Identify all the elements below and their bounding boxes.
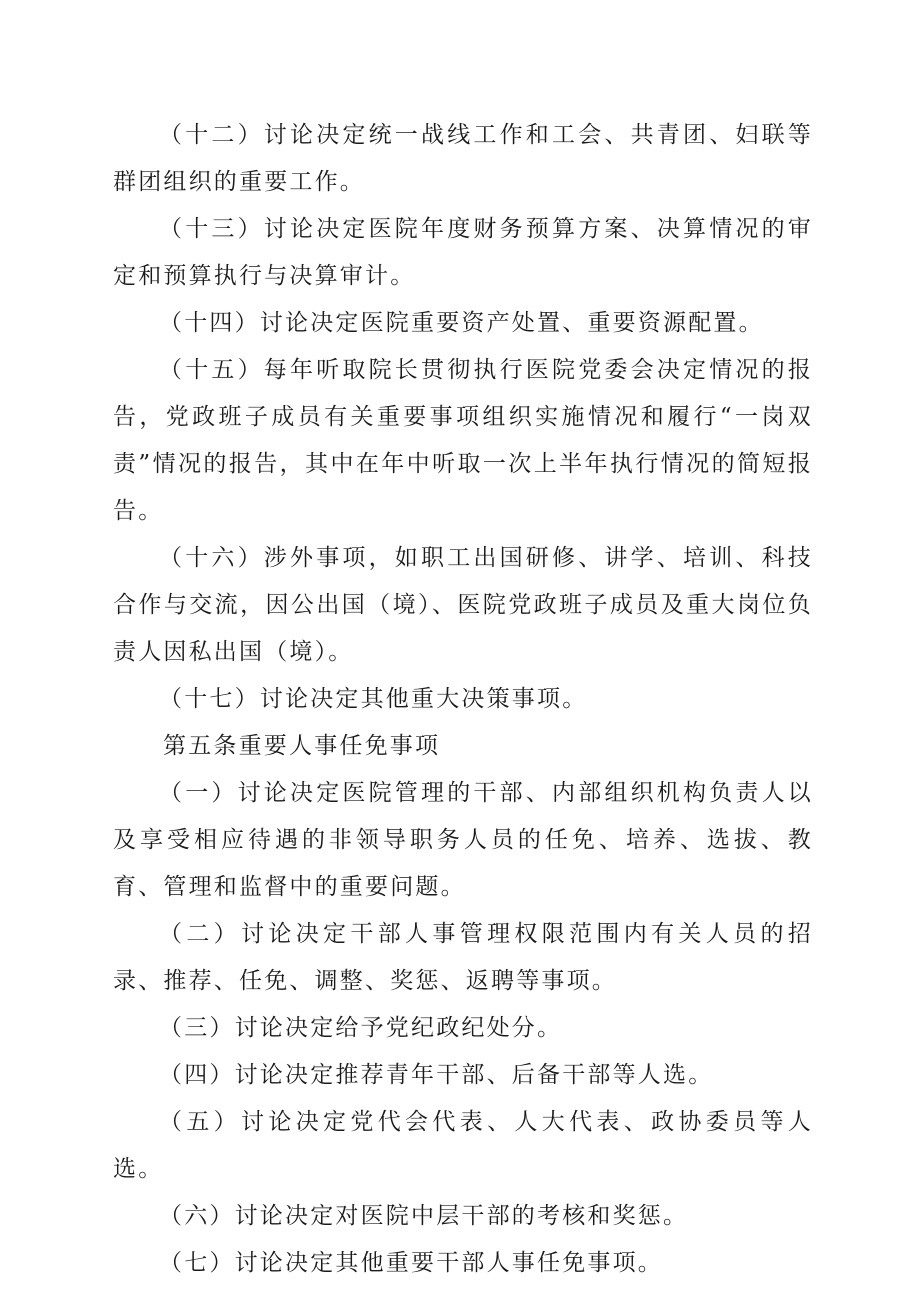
section-item-6: （六）讨论决定对医院中层干部的考核和奖惩。	[159, 1203, 689, 1229]
section-item-2: （二）讨论决定干部人事管理权限范围内有关人员的招录、推荐、任免、调整、奖惩、返聘等事项。	[113, 921, 813, 994]
paragraph-item-14: （十四）讨论决定医院重要资产处置、重要资源配置。	[159, 310, 764, 336]
document-body	[113, 112, 813, 1287]
paragraph-item-17: （十七）讨论决定其他重大决策事项。	[159, 686, 588, 712]
paragraph-item-13: （十三）讨论决定医院年度财务预算方案、决算情况的审定和预算执行与决算审计。	[113, 216, 813, 289]
section-item-4: （四）讨论决定推荐青年干部、后备干部等人选。	[159, 1062, 714, 1088]
section-item-5: （五）讨论决定党代会代表、人大代表、政协委员等人选。	[113, 1109, 813, 1182]
section-item-7: （七）讨论决定其他重要干部人事任免事项。	[159, 1250, 663, 1276]
paragraph-item-16: （十六）涉外事项，如职工出国研修、讲学、培训、科技合作与交流，因公出国（境）、医院党政班子成员及重大岗位负责人因私出国（境）。	[113, 545, 813, 665]
paragraph-item-12: （十二）讨论决定统一战线工作和工会、共青团、妇联等群团组织的重要工作。	[113, 122, 813, 195]
paragraph-item-15: （十五）每年听取院长贯彻执行医院党委会决定情况的报告，党政班子成员有关重要事项组织实施情况和履行“一岗双责”情况的报告，其中在年中听取一次上半年执行情况的简短报告。	[113, 357, 813, 524]
section-item-1: （一）讨论决定医院管理的干部、内部组织机构负责人以及享受相应待遇的非领导职务人员的任免、培养、选拔、教育、管理和监督中的重要问题。	[113, 780, 813, 900]
section-heading: 第五条重要人事任免事项	[163, 733, 441, 759]
section-item-3: （三）讨论决定给予党纪政纪处分。	[159, 1015, 563, 1041]
